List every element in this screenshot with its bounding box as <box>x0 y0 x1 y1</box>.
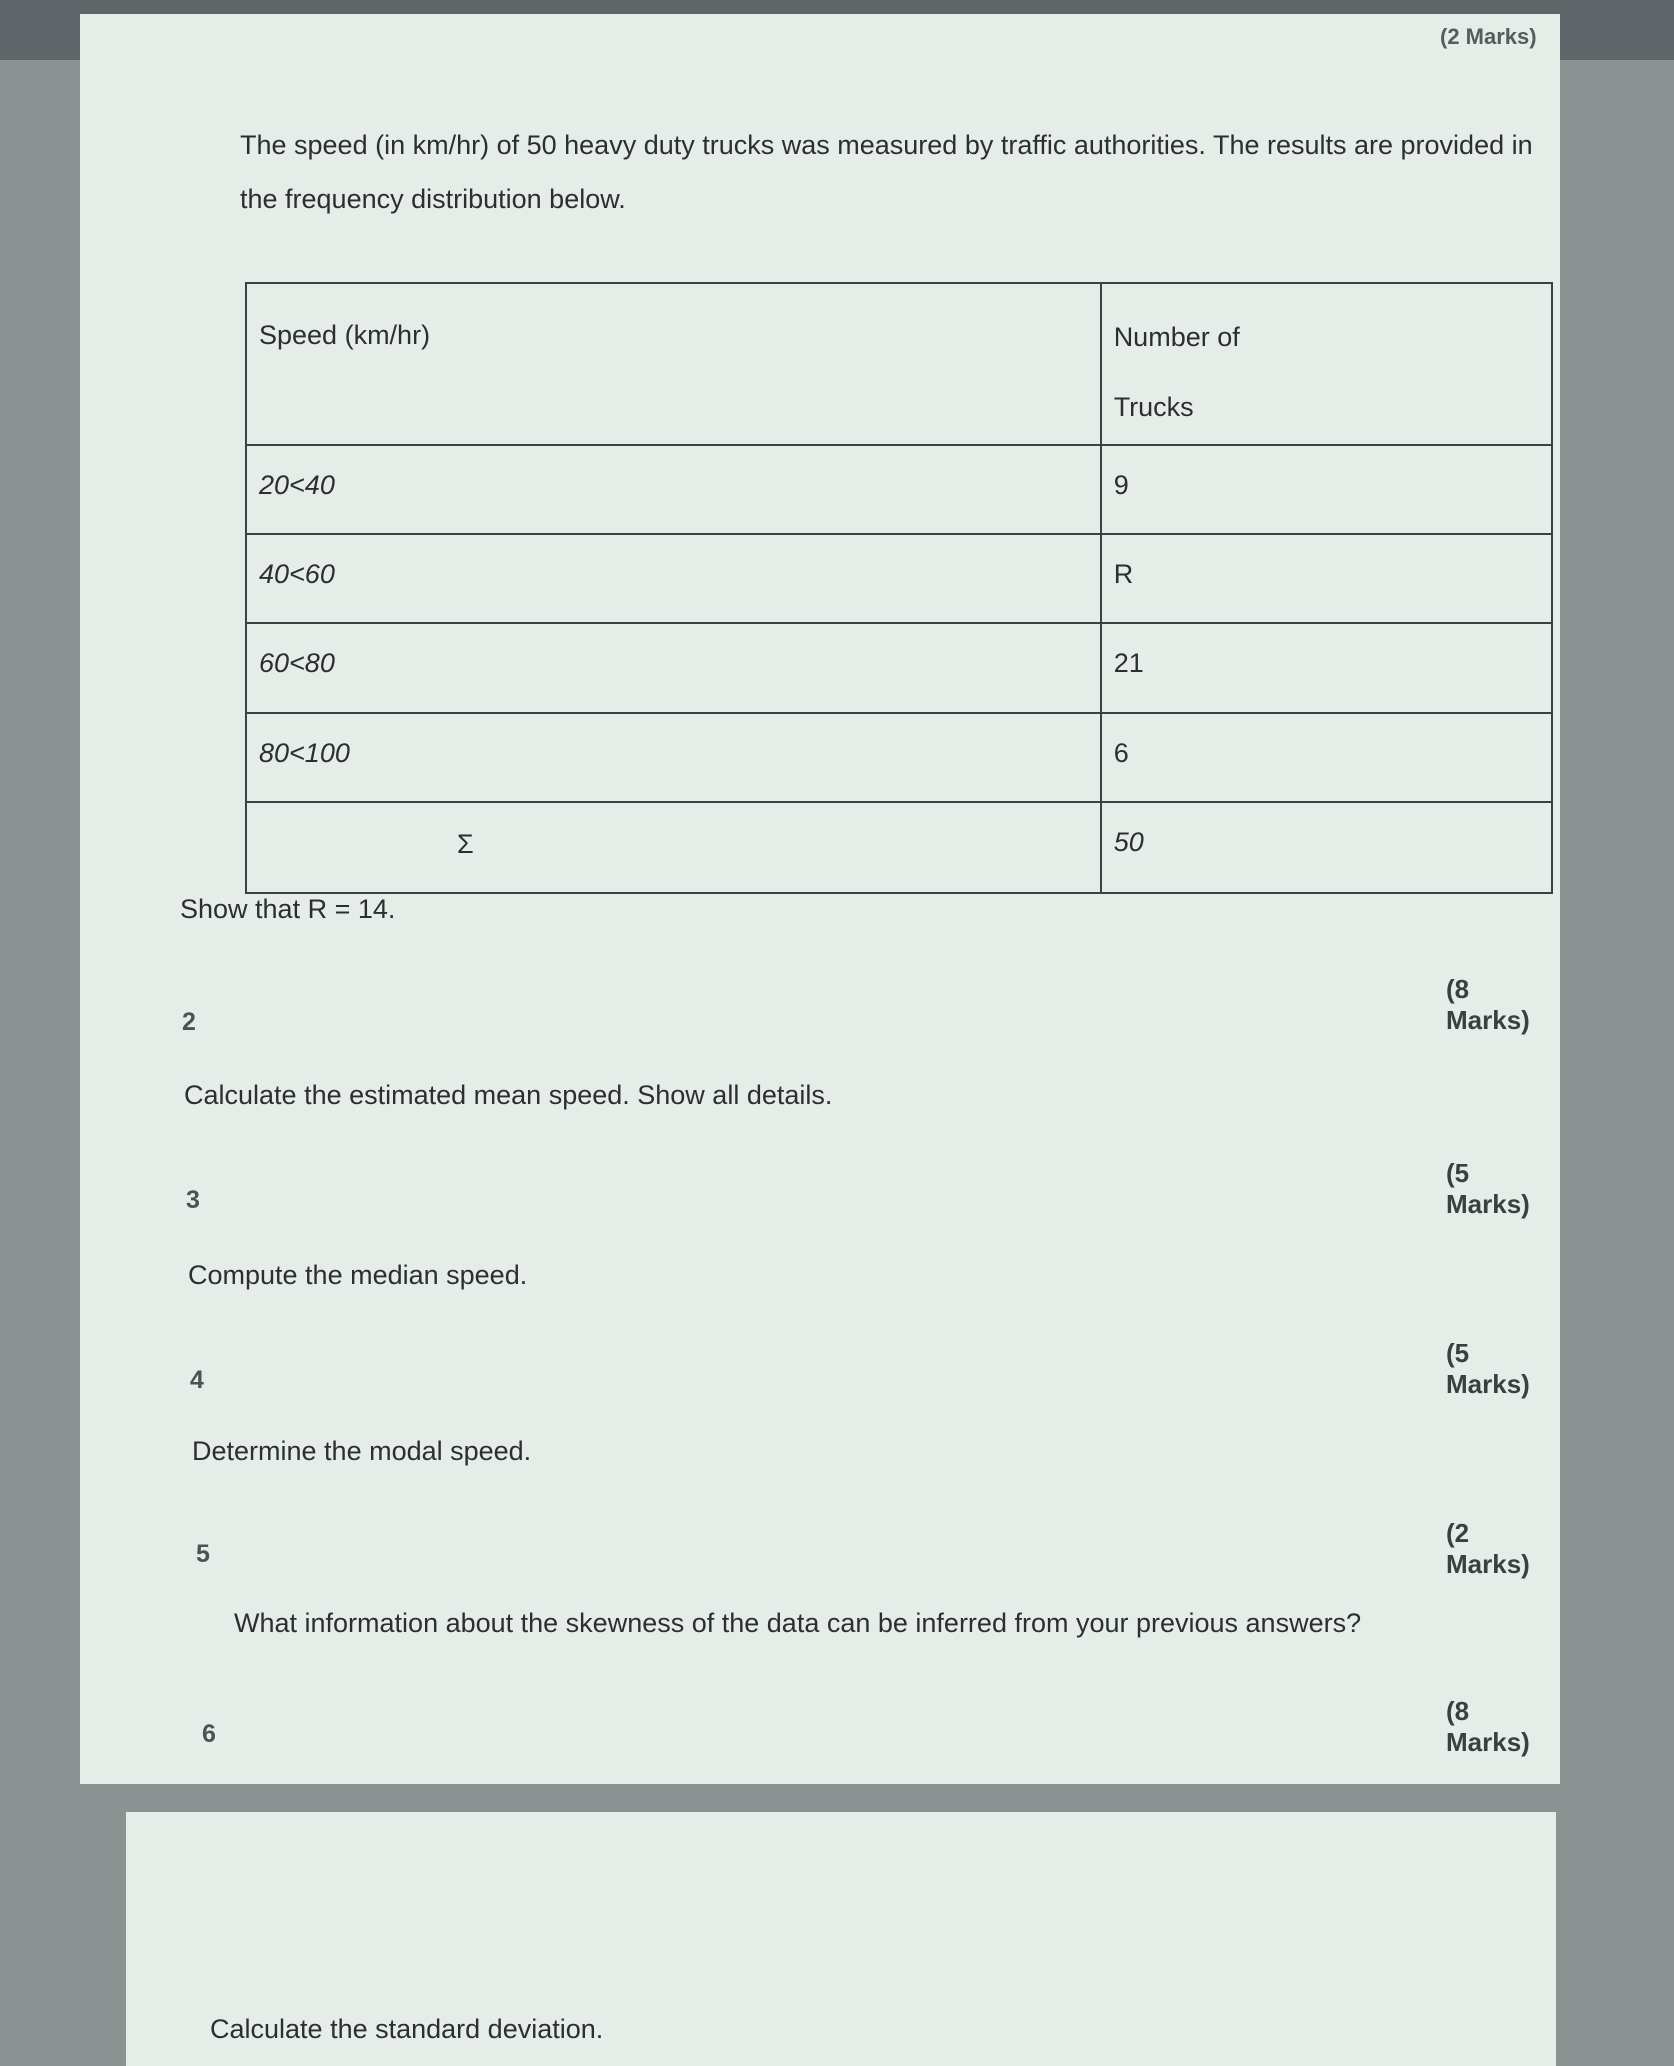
truck-count: 21 <box>1113 648 1144 679</box>
trucks-header-line2: Trucks <box>1113 392 1194 422</box>
table-row <box>246 445 1552 534</box>
question-number: 2 <box>182 1008 196 1036</box>
table-row <box>246 534 1552 623</box>
speed-class: 80<100 <box>259 737 350 768</box>
sigma-symbol: Σ <box>457 828 474 859</box>
trucks-header <box>1102 284 1551 442</box>
truck-count: 9 <box>1113 470 1129 501</box>
trucks-header-line1: Number of <box>1113 322 1240 352</box>
question-text: Show that R = 14. <box>180 894 396 924</box>
question-marks: (8 Marks) <box>1446 1696 1530 1757</box>
table-header-row <box>246 283 1552 445</box>
table-total-row <box>246 802 1552 893</box>
speed-header: Speed (km/hr) <box>259 320 431 350</box>
truck-count: 6 <box>1113 737 1129 768</box>
question-marks: (2 Marks) <box>1446 1518 1530 1579</box>
question-text: What information about the skewness of the data can be inferred from your previous answers? <box>234 1608 1362 1638</box>
table-row <box>246 713 1552 802</box>
speed-class: 40<60 <box>259 559 335 590</box>
question-number: 4 <box>190 1366 204 1394</box>
question-number: 3 <box>186 1186 200 1214</box>
question-text: Calculate the standard deviation. <box>210 2014 604 2044</box>
question-marks: (5 Marks) <box>1446 1338 1530 1399</box>
exam-page <box>80 14 1560 1784</box>
speed-class: 20<40 <box>259 470 335 501</box>
question-number: 5 <box>196 1540 210 1568</box>
question-marks: (8 Marks) <box>1446 974 1530 1035</box>
question-text: Compute the median speed. <box>188 1260 528 1290</box>
question-marks: (5 Marks) <box>1446 1158 1530 1219</box>
trucks-header-cell <box>1101 283 1552 445</box>
intro-text: The speed (in km/hr) of 50 heavy duty trucks was measured by traffic authorities. The results are provided in the frequency distribution below. <box>240 130 1533 214</box>
question-number: 6 <box>202 1720 216 1748</box>
table-row <box>246 623 1552 712</box>
speed-class: 60<80 <box>259 648 335 679</box>
question-text: Determine the modal speed. <box>192 1436 532 1466</box>
speed-header-cell <box>246 283 1101 445</box>
total-count: 50 <box>1113 826 1144 857</box>
frequency-table <box>245 282 1553 894</box>
question-text: Calculate the estimated mean speed. Show all details. <box>184 1080 833 1110</box>
previous-question-marks: (2 Marks) <box>1440 24 1537 49</box>
exam-page-continued <box>126 1812 1556 2066</box>
truck-count: R <box>1113 559 1134 590</box>
